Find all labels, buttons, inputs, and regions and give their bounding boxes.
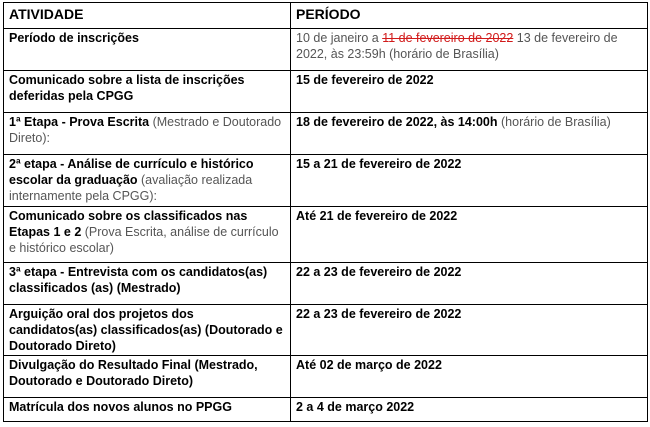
period-label: 15 de fevereiro de 2022: [296, 73, 434, 87]
period-cell: [291, 356, 648, 398]
activity-cell: [4, 71, 291, 113]
period-cell: [291, 398, 648, 422]
activity-column-header: ATIVIDADE: [4, 3, 291, 29]
period-label: Até 21 de fevereiro de 2022: [296, 209, 458, 223]
period-cell: [291, 155, 648, 207]
period-struck-date: 11 de fevereiro de 2022: [382, 31, 514, 45]
table-row: [4, 113, 648, 155]
period-note: (horário de Brasília): [501, 115, 611, 129]
table-row: [4, 29, 648, 71]
table-row: [4, 71, 648, 113]
activity-cell: [4, 305, 291, 356]
period-column-header: PERÍODO: [291, 3, 648, 29]
period-label: 2 a 4 de março 2022: [296, 400, 415, 414]
activity-label: 2ª etapa - Análise de currículo e histórico escolar da graduação: [9, 157, 254, 187]
period-label: 18 de fevereiro de 2022, às 14:00h: [296, 115, 498, 129]
activity-note: (Mestrado e Doutorado Direto):: [9, 115, 282, 145]
table-row: [4, 263, 648, 305]
activity-note: (avaliação realizada internamente pela CPGG):: [9, 173, 253, 203]
period-cell: [291, 263, 648, 305]
activity-note: (Prova Escrita, análise de currículo e histórico escolar): [9, 225, 279, 255]
activity-label: 3ª etapa - Entrevista com os candidatos(as) classificados (as) (Mestrado): [9, 265, 268, 295]
activity-label: Arguição oral dos projetos dos candidatos(as) classificados(as) (Doutorado e Doutorado Direto): [9, 307, 283, 353]
period-label: 22 a 23 de fevereiro de 2022: [296, 265, 462, 279]
activity-cell: [4, 155, 291, 207]
table-row: [4, 305, 648, 356]
period-suffix: 13 de fevereiro de 2022, às 23:59h (horário de Brasília): [296, 31, 618, 61]
activity-label: Período de inscrições: [9, 31, 139, 45]
table-row: [4, 155, 648, 207]
activity-label: Comunicado sobre os classificados nas Etapas 1 e 2: [9, 209, 248, 239]
activity-cell: [4, 113, 291, 155]
schedule-table: [3, 2, 648, 422]
activity-label: 1ª Etapa - Prova Escrita: [9, 115, 150, 129]
period-cell: [291, 207, 648, 263]
activity-cell: [4, 356, 291, 398]
activity-cell: [4, 207, 291, 263]
activity-label: Comunicado sobre a lista de inscrições deferidas pela CPGG: [9, 73, 245, 103]
period-cell: [291, 29, 648, 71]
period-cell: [291, 113, 648, 155]
activity-cell: [4, 263, 291, 305]
period-label: 22 a 23 de fevereiro de 2022: [296, 307, 462, 321]
table-header-row: [4, 3, 648, 29]
table-row: [4, 207, 648, 263]
activity-label: Matrícula dos novos alunos no PPGG: [9, 400, 232, 414]
table-row: [4, 356, 648, 398]
activity-label: Divulgação do Resultado Final (Mestrado, Doutorado e Doutorado Direto): [9, 358, 258, 388]
period-label: Até 02 de março de 2022: [296, 358, 442, 372]
table-row: [4, 398, 648, 422]
period-label: 15 a 21 de fevereiro de 2022: [296, 157, 462, 171]
activity-cell: [4, 398, 291, 422]
activity-cell: [4, 29, 291, 71]
period-prefix: 10 de janeiro a: [296, 31, 379, 45]
period-cell: [291, 305, 648, 356]
period-cell: [291, 71, 648, 113]
